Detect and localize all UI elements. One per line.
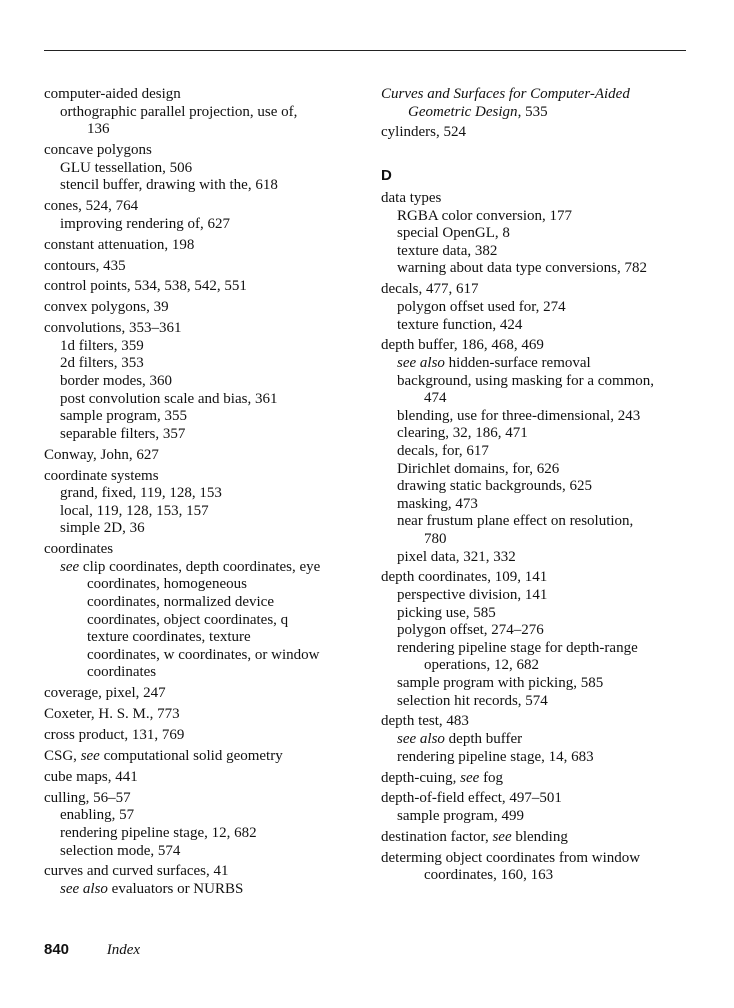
index-entry-line	[44, 647, 364, 665]
index-text: selection hit records, 574	[397, 692, 548, 709]
index-entry	[381, 337, 691, 566]
index-entry-line	[381, 675, 691, 693]
index-entry-line	[381, 657, 691, 675]
index-text: separable filters, 357	[60, 425, 186, 442]
index-text: computational solid geometry	[99, 747, 283, 764]
index-entry	[44, 541, 364, 682]
index-text: texture data, 382	[397, 242, 498, 259]
index-entry-line	[381, 443, 691, 461]
index-text: see	[60, 558, 80, 575]
index-text: orthographic parallel projection, use of,	[60, 103, 298, 120]
index-entry	[44, 706, 364, 724]
index-entry-term	[381, 850, 691, 868]
index-text: curves and curved surfaces, 41	[44, 863, 229, 880]
index-entry-line	[44, 881, 364, 899]
index-text: coordinates, object coordinates, q	[87, 611, 289, 628]
index-entry-term	[44, 769, 364, 787]
index-text: see	[460, 769, 480, 786]
index-text: evaluators or NURBS	[107, 880, 244, 897]
left-column	[44, 86, 364, 902]
index-text: sample program, 355	[60, 408, 188, 425]
index-entry	[44, 278, 364, 296]
page-footer	[44, 941, 140, 959]
index-text: Dirichlet domains, for, 626	[397, 460, 560, 477]
index-text: background, using masking for a common,	[397, 372, 655, 389]
index-entry-line	[381, 260, 691, 278]
index-entry-line	[381, 425, 691, 443]
index-entry-line	[44, 629, 364, 647]
index-entry-term	[381, 569, 691, 587]
index-entry-line	[44, 121, 364, 139]
index-entry	[381, 770, 691, 788]
top-rule	[44, 50, 686, 51]
index-text: depth-of-field effect, 497–501	[381, 790, 562, 807]
index-entry-line	[44, 594, 364, 612]
index-entry-line	[381, 355, 691, 373]
index-text: warning about data type conversions, 782	[397, 260, 647, 277]
page-number: 840	[44, 941, 70, 958]
index-entry-term	[381, 190, 691, 208]
index-entry-line	[381, 867, 691, 885]
index-entry-line	[381, 299, 691, 317]
index-text: depth coordinates, 109, 141	[381, 569, 548, 586]
index-entry-line	[381, 693, 691, 711]
footer-label: Index	[106, 942, 141, 958]
index-entry-line	[381, 749, 691, 767]
index-entry	[44, 727, 364, 745]
index-text: improving rendering of, 627	[60, 215, 230, 232]
index-entry-line	[44, 612, 364, 630]
index-entry	[44, 863, 364, 898]
index-text: see also	[60, 880, 108, 897]
index-entry-line	[381, 531, 691, 549]
section-heading-d: D	[381, 167, 392, 185]
index-entry-term	[44, 320, 364, 338]
index-text: coordinate systems	[44, 467, 159, 484]
index-entry-line	[381, 808, 691, 826]
index-entry-term	[381, 790, 691, 808]
index-text: cross product, 131, 769	[44, 727, 185, 744]
index-text: depth buffer	[444, 731, 523, 748]
index-text: cylinders, 524	[381, 124, 466, 141]
index-text: post convolution scale and bias, 361	[60, 390, 278, 407]
index-text: computer-aided design	[44, 86, 181, 102]
index-entry-line	[381, 208, 691, 226]
index-entry-line	[44, 216, 364, 234]
index-entry	[381, 281, 691, 334]
index-text: depth-cuing,	[381, 769, 461, 786]
index-text: sample program with picking, 585	[397, 675, 604, 691]
index-text: rendering pipeline stage, 14, 683	[397, 748, 594, 765]
index-entry	[44, 769, 364, 787]
index-text: coordinates	[87, 664, 157, 681]
index-text: coverage, pixel, 247	[44, 685, 166, 702]
index-entry-term	[381, 770, 691, 788]
index-text: cube maps, 441	[44, 768, 138, 785]
index-text: border modes, 360	[60, 372, 173, 389]
index-entry	[44, 142, 364, 195]
index-text: texture coordinates, texture	[87, 629, 251, 646]
index-entry-line	[44, 177, 364, 195]
index-entry-term	[381, 829, 691, 847]
index-text: , 535	[517, 103, 548, 120]
index-text: 1d filters, 359	[60, 337, 144, 354]
index-entry-line	[381, 513, 691, 531]
index-entry-term	[44, 447, 364, 465]
index-text: blending	[511, 828, 568, 845]
index-text: coordinates	[44, 541, 114, 558]
index-entry-term	[44, 790, 364, 808]
index-text: picking use, 585	[397, 604, 496, 621]
index-entry-term	[44, 198, 364, 216]
index-text: special OpenGL, 8	[397, 225, 510, 242]
index-text: convolutions, 353–361	[44, 320, 182, 337]
index-text: Geometric Design	[408, 103, 518, 120]
index-text: operations, 12, 682	[424, 657, 539, 674]
index-entry-line	[381, 225, 691, 243]
index-entry-line	[44, 355, 364, 373]
index-entry-term	[44, 863, 364, 881]
index-entry-term	[44, 468, 364, 486]
index-text: RGBA color conversion, 177	[397, 207, 572, 224]
index-entry	[44, 447, 364, 465]
index-text: Conway, John, 627	[44, 446, 159, 463]
index-entry-line	[381, 408, 691, 426]
index-entry	[381, 829, 691, 847]
index-entry-term	[381, 281, 691, 299]
index-text: grand, fixed, 119, 128, 153	[60, 485, 222, 502]
index-entry-line	[44, 503, 364, 521]
index-entry-term	[44, 727, 364, 745]
index-text: 136	[87, 121, 110, 138]
index-text: fog	[479, 769, 504, 786]
index-entry-line	[44, 160, 364, 178]
index-entry-line	[44, 373, 364, 391]
index-text: hidden-surface removal	[444, 355, 591, 372]
index-text: convex polygons, 39	[44, 299, 169, 316]
index-entry-line	[381, 478, 691, 496]
index-entry-term	[44, 299, 364, 317]
index-entry-line	[44, 485, 364, 503]
index-entry	[44, 86, 364, 139]
index-entry	[44, 320, 364, 443]
index-text: enabling, 57	[60, 807, 135, 824]
index-text: clearing, 32, 186, 471	[397, 425, 528, 442]
index-entry	[44, 198, 364, 233]
index-text: rendering pipeline stage, 12, 682	[60, 824, 257, 841]
index-text: coordinates, normalized device	[87, 594, 275, 610]
index-entry	[381, 124, 691, 142]
index-entry	[44, 468, 364, 538]
index-text: depth buffer, 186, 468, 469	[381, 337, 544, 354]
index-entry	[44, 258, 364, 276]
index-entry	[381, 790, 691, 825]
index-text: selection mode, 574	[60, 842, 181, 859]
index-text: blending, use for three-dimensional, 243	[397, 407, 641, 424]
index-entry-line	[381, 496, 691, 514]
index-entry-term	[44, 278, 364, 296]
index-text: see	[492, 828, 512, 845]
index-entry	[44, 685, 364, 703]
index-text: concave polygons	[44, 142, 152, 159]
index-entry-term	[381, 713, 691, 731]
index-entry	[381, 86, 691, 121]
index-entry-line	[381, 587, 691, 605]
index-entry-line	[381, 317, 691, 335]
index-entry-term	[44, 748, 364, 766]
right-column-top-entries	[381, 86, 691, 142]
index-text: Curves and Surfaces for Computer-Aided	[381, 86, 630, 102]
index-text: local, 119, 128, 153, 157	[60, 502, 209, 519]
index-text: stencil buffer, drawing with the, 618	[60, 177, 278, 194]
index-entry-term	[44, 237, 364, 255]
index-text: coordinates, 160, 163	[424, 867, 554, 884]
index-entry-line	[44, 426, 364, 444]
index-text: drawing static backgrounds, 625	[397, 478, 592, 495]
index-entry-line	[44, 825, 364, 843]
index-entry-line	[381, 373, 691, 391]
index-text: see	[80, 747, 100, 764]
index-text: rendering pipeline stage for depth-range	[397, 639, 638, 656]
index-text: 474	[424, 390, 447, 407]
index-text: polygon offset used for, 274	[397, 298, 566, 315]
index-text: decals, for, 617	[397, 442, 489, 459]
index-entry-term	[381, 337, 691, 355]
index-entry-term	[44, 142, 364, 160]
index-text: see also	[397, 355, 445, 372]
index-entry	[381, 190, 691, 278]
index-entry	[381, 713, 691, 766]
index-entry-term	[381, 86, 691, 104]
index-entry-line	[44, 104, 364, 122]
index-text: determing object coordinates from window	[381, 849, 641, 866]
index-entry	[381, 850, 691, 885]
index-entry-line	[381, 549, 691, 567]
index-text: see also	[397, 731, 445, 748]
index-text: coordinates, homogeneous	[87, 576, 247, 593]
index-entry	[44, 299, 364, 317]
index-text: data types	[381, 190, 442, 207]
index-entry-line	[44, 338, 364, 356]
index-entry-line	[44, 408, 364, 426]
index-entry-line	[381, 640, 691, 658]
index-text: depth test, 483	[381, 713, 469, 730]
index-entry	[44, 790, 364, 860]
index-text: clip coordinates, depth coordinates, eye	[79, 558, 321, 575]
index-entry-line	[44, 559, 364, 577]
index-text: decals, 477, 617	[381, 281, 479, 298]
index-entry-line	[381, 461, 691, 479]
index-text: masking, 473	[397, 495, 478, 512]
index-entry-term	[44, 706, 364, 724]
index-entry-line	[44, 664, 364, 682]
index-entry-line	[381, 104, 691, 122]
index-entry-line	[381, 622, 691, 640]
index-text: destination factor,	[381, 828, 493, 845]
index-entry-line	[44, 843, 364, 861]
index-text: CSG,	[44, 747, 81, 764]
index-text: 780	[424, 530, 447, 547]
index-text: perspective division, 141	[397, 587, 548, 604]
index-text: contours, 435	[44, 257, 126, 274]
index-text: control points, 534, 538, 542, 551	[44, 278, 247, 295]
index-text: sample program, 499	[397, 808, 525, 825]
index-entry-line	[381, 243, 691, 261]
index-text: Coxeter, H. S. M., 773	[44, 706, 180, 723]
index-entry-line	[44, 807, 364, 825]
index-entry-term	[44, 685, 364, 703]
index-text: culling, 56–57	[44, 789, 131, 806]
index-entry	[44, 237, 364, 255]
index-entry-line	[44, 391, 364, 409]
index-entry-line	[381, 605, 691, 623]
index-entry-term	[44, 258, 364, 276]
index-text: texture function, 424	[397, 316, 523, 333]
index-text: constant attenuation, 198	[44, 236, 195, 253]
index-entry-line	[381, 731, 691, 749]
right-column-d-entries	[381, 190, 691, 885]
index-text: GLU tessellation, 506	[60, 159, 193, 176]
index-entry-line	[381, 390, 691, 408]
index-entry	[381, 569, 691, 710]
index-text: 2d filters, 353	[60, 355, 144, 372]
index-entry-term	[44, 541, 364, 559]
index-text: coordinates, w coordinates, or window	[87, 646, 320, 663]
index-entry	[44, 748, 364, 766]
index-entry-line	[44, 520, 364, 538]
index-entry-term	[44, 86, 364, 104]
index-text: cones, 524, 764	[44, 198, 139, 215]
index-entry-line	[44, 576, 364, 594]
index-text: pixel data, 321, 332	[397, 548, 516, 565]
index-entry-term	[381, 124, 691, 142]
index-text: simple 2D, 36	[60, 520, 145, 537]
index-text: polygon offset, 274–276	[397, 622, 544, 639]
index-text: near frustum plane effect on resolution,	[397, 513, 634, 530]
right-column	[381, 86, 691, 888]
